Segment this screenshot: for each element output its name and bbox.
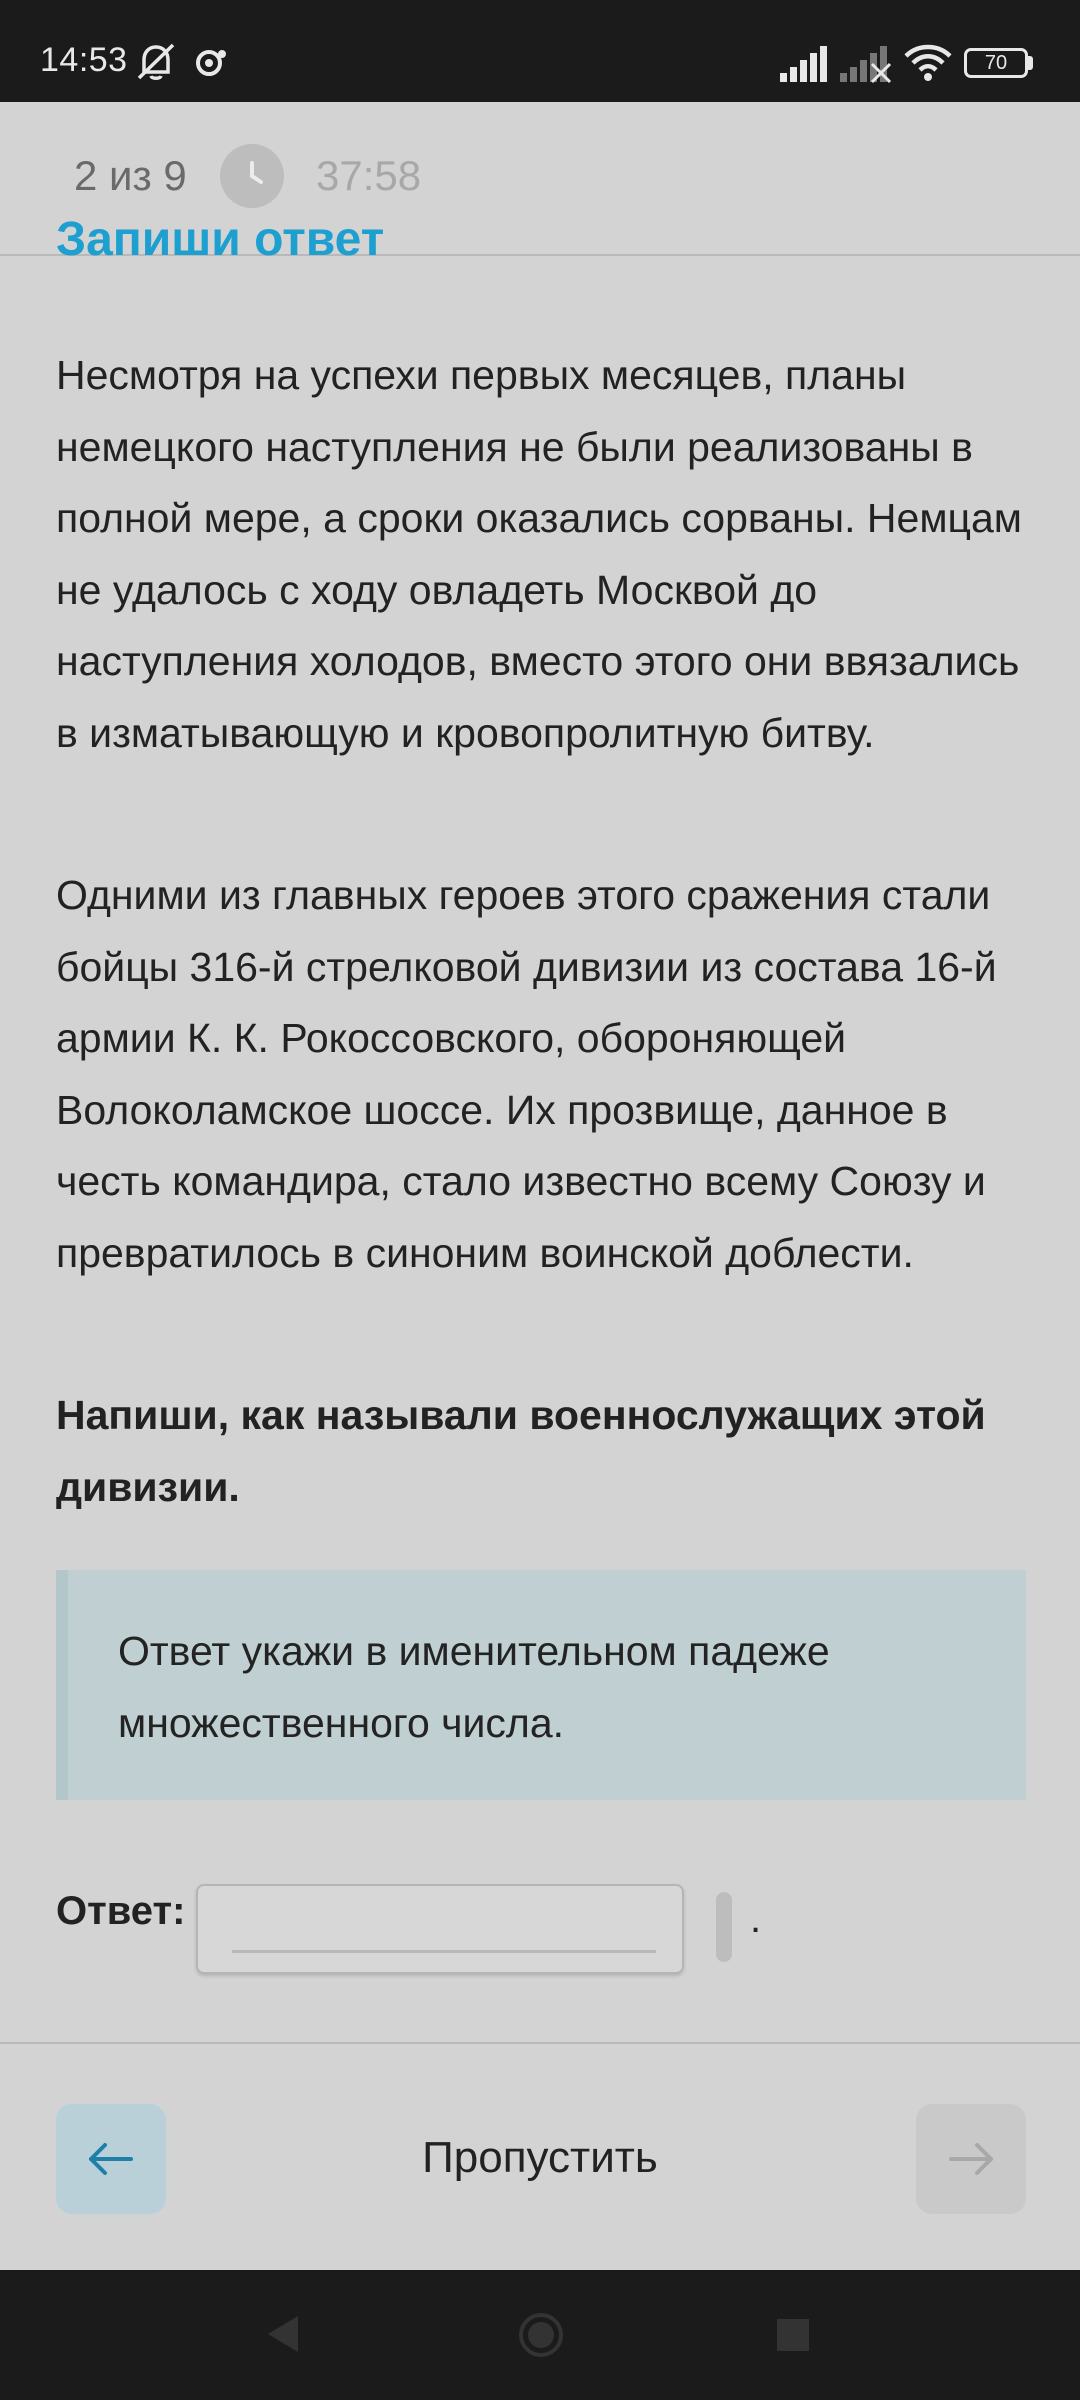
arrow-left-icon [83, 2131, 139, 2187]
battery-level: 70 [984, 52, 1008, 74]
battery-icon [964, 48, 1028, 78]
signal-no-sim-icon [840, 46, 892, 82]
bottom-navigation [0, 2042, 1080, 2272]
battery-tip [1028, 56, 1033, 70]
hint-text: Ответ укажи в именительном падеже множественного числа. [118, 1628, 830, 1746]
clock-icon [220, 144, 284, 208]
question-paragraph-2: Одними из главных героев этого сражения стали бойцы 316-й стрелковой дивизии из состава 16-й армии К. К. Рокоссовского, обороняющей Волоколамское шоссе. Их прозвище, данное в честь командира, стало известно всему Союзу и превратилось в синоним воинской доблести. [56, 872, 997, 1276]
skip-button[interactable]: Пропустить [422, 2133, 658, 2182]
bell-off-icon [134, 42, 178, 82]
signal-icon [780, 46, 832, 82]
answer-underline [232, 1950, 656, 1953]
status-bar [0, 0, 1080, 102]
system-back-icon[interactable] [266, 2314, 300, 2354]
question-paragraph-1: Несмотря на успехи первых месяцев, планы немецкого наступления не были реализованы в полной мере, а сроки оказались сорваны. Немцам не удалось с ходу овладеть Москвой до наступления холодов, вместо этого они ввязались в изматывающую и кровопролитную битву. [56, 352, 1022, 756]
system-recents-icon[interactable] [776, 2318, 810, 2352]
question-prompt: Напиши, как называли военнослужащих этой дивизии. [56, 1392, 986, 1510]
system-home-icon[interactable] [518, 2312, 564, 2358]
notification-icon [194, 48, 228, 78]
wifi-icon [904, 44, 952, 82]
back-button[interactable] [56, 2104, 166, 2214]
timer-text: 37:58 [316, 152, 422, 199]
text-cursor-handle[interactable] [716, 1892, 732, 1962]
status-time: 14:53 [40, 41, 128, 79]
question-counter: 2 из 9 [74, 152, 187, 199]
hint-box [56, 1570, 1026, 1800]
answer-suffix: . [750, 1897, 762, 1941]
answer-input[interactable] [196, 1884, 684, 1974]
question-content[interactable] [0, 213, 1080, 2042]
arrow-right-icon [943, 2131, 999, 2187]
system-navigation-bar [0, 2270, 1080, 2400]
section-title: Запиши ответ [56, 213, 385, 266]
next-button[interactable] [916, 2104, 1026, 2214]
answer-label: Ответ: [56, 1889, 186, 1933]
